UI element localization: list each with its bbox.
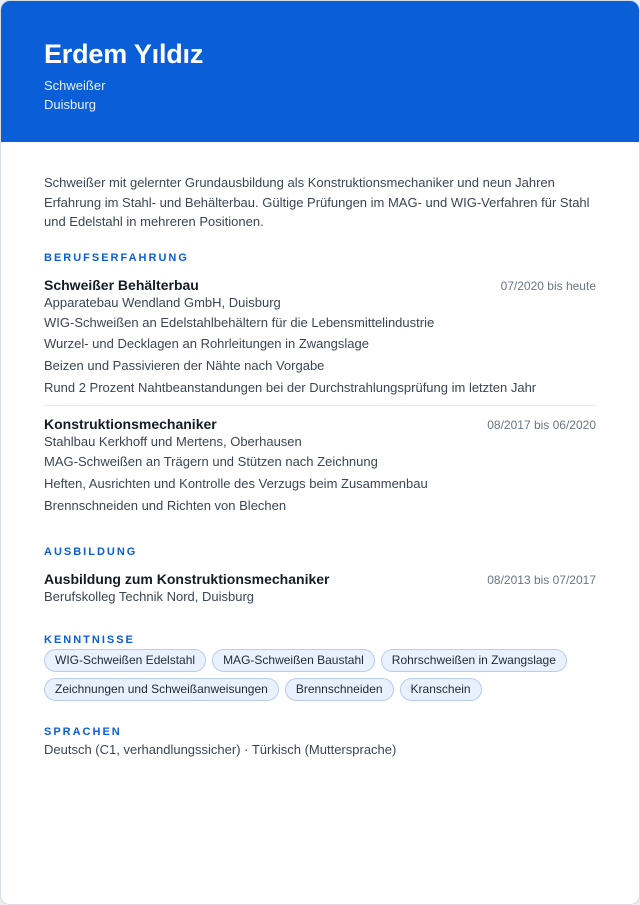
job-task: WIG-Schweißen an Edelstahlbehältern für die Lebensmittelindustrie <box>44 314 435 330</box>
candidate-city: Duisburg <box>44 97 97 112</box>
job-task: Rund 2 Prozent Nahtbeanstandungen bei der Durchstrahlungsprüfung im letzten Jahr <box>44 379 537 395</box>
section-title-education: AUSBILDUNG <box>44 545 138 558</box>
candidate-role: Schweißer <box>44 78 106 93</box>
candidate-name: Erdem Yıldız <box>44 39 204 69</box>
job-title: Schweißer Behälterbau <box>44 276 199 293</box>
job-date: 08/2017 bis 06/2020 <box>487 417 596 432</box>
skill-chips <box>44 649 596 672</box>
section-title-languages: SPRACHEN <box>44 725 122 738</box>
job-company: Apparatebau Wendland GmbH, Duisburg <box>44 294 281 310</box>
skill-chip: Zeichnungen und Schweißanweisungen <box>44 678 279 701</box>
job-task: Wurzel- und Decklagen an Rohrleitungen in Zwangslage <box>44 335 369 351</box>
job-task: Heften, Ausrichten und Kontrolle des Verzugs beim Zusammenbau <box>44 475 428 491</box>
job-task: MAG-Schweißen an Trägern und Stützen nach Zeichnung <box>44 453 378 469</box>
job-entry <box>44 416 596 514</box>
skill-chip: Rohrschweißen in Zwangslage <box>381 649 567 672</box>
section-title-skills: KENNTNISSE <box>44 633 135 646</box>
education-header <box>44 571 596 587</box>
skill-chip: MAG-Schweißen Baustahl <box>212 649 375 672</box>
job-header <box>44 416 596 432</box>
job-title: Konstruktionsmechaniker <box>44 415 217 432</box>
job-company: Stahlbau Kerkhoff und Mertens, Oberhausen <box>44 433 302 449</box>
job-tasks <box>44 315 596 396</box>
job-task: Beizen und Passivieren der Nähte nach Vorgabe <box>44 357 325 373</box>
education-title: Ausbildung zum Konstruktionsmechaniker <box>44 570 330 587</box>
skill-chip: Kranschein <box>400 678 482 701</box>
profile-summary: Schweißer mit gelernter Grundausbildung als Konstruktionsmechaniker und neun Jahren Erfahrung im Stahl- und Behälterbau. Gültige Prüfungen im MAG- und WIG-Verfahren für Stahl und Edelstahl in mehreren Positionen. <box>44 175 590 229</box>
job-header <box>44 277 596 293</box>
job-task: Brennschneiden und Richten von Blechen <box>44 497 287 513</box>
section-title-experience: BERUFSERFAHRUNG <box>44 251 189 264</box>
languages-text: Deutsch (C1, verhandlungssicher) · Türkisch (Muttersprache) <box>44 741 397 757</box>
job-entry <box>44 277 596 396</box>
job-tasks <box>44 454 596 514</box>
skill-chips <box>44 678 596 701</box>
skill-chip: Brennschneiden <box>285 678 394 701</box>
resume-header <box>1 1 639 142</box>
job-date: 07/2020 bis heute <box>500 278 596 293</box>
job-divider <box>44 405 596 406</box>
resume-content <box>1 173 639 757</box>
education-school: Berufskolleg Technik Nord, Duisburg <box>44 588 255 604</box>
education-entry <box>44 571 596 604</box>
skill-chip: WIG-Schweißen Edelstahl <box>44 649 206 672</box>
education-date: 08/2013 bis 07/2017 <box>487 572 596 587</box>
